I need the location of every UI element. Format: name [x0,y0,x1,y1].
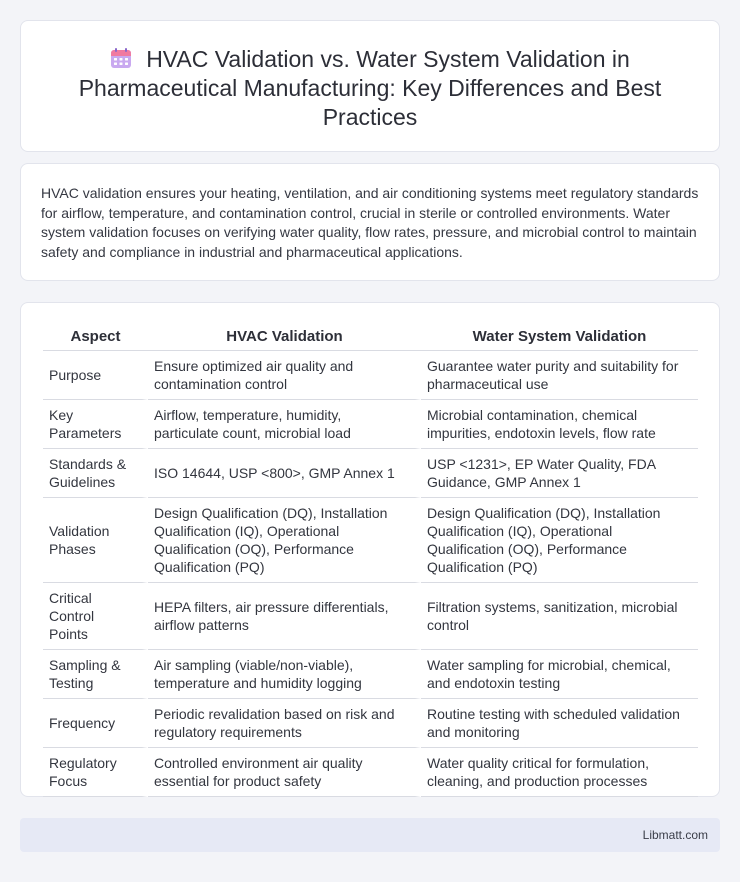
cell-hvac: Airflow, temperature, humidity, particulate count, microbial load [148,400,421,449]
cell-water: Microbial contamination, chemical impurities, endotoxin levels, flow rate [421,400,698,449]
cell-water: Routine testing with scheduled validation and monitoring [421,699,698,748]
cell-water: Design Qualification (DQ), Installation Qualification (IQ), Operational Qualification (OQ), Performance Qualification (PQ) [421,498,698,583]
intro-card [20,163,720,281]
cell-aspect: Critical Control Points [43,583,148,650]
table-row [43,583,698,650]
calendar-icon [110,47,132,69]
header-hvac: HVAC Validation [148,323,421,351]
cell-water: Water sampling for microbial, chemical, and endotoxin testing [421,650,698,699]
header-aspect: Aspect [43,323,148,351]
table-row [43,400,698,449]
cell-hvac: Design Qualification (DQ), Installation Qualification (IQ), Operational Qualification (OQ), Performance Qualification (PQ) [148,498,421,583]
footer-site-link[interactable]: Libmatt.com [642,828,708,842]
cell-aspect: Validation Phases [43,498,148,583]
page-title-text: HVAC Validation vs. Water System Validation in Pharmaceutical Manufacturing: Key Differences and Best Practices [78,46,662,130]
comparison-card [20,302,720,797]
header-water: Water System Validation [421,323,698,351]
comparison-table [43,323,698,797]
cell-water: Guarantee water purity and suitability for pharmaceutical use [421,351,698,400]
cell-hvac: ISO 14644, USP <800>, GMP Annex 1 [148,449,421,498]
table-row [43,449,698,498]
cell-aspect: Sampling & Testing [43,650,148,699]
table-row [43,748,698,797]
cell-aspect: Frequency [43,699,148,748]
cell-aspect: Regulatory Focus [43,748,148,797]
cell-aspect: Key Parameters [43,400,148,449]
intro-paragraph: HVAC validation ensures your heating, ventilation, and air conditioning systems meet regulatory standards for airflow, temperature, and contamination control, crucial in sterile or controlled environments. Water system validation focuses on verifying water quality, flow rates, pressure, and microbial control to maintain safety and compliance in industrial and pharmaceutical applications. [41,185,699,260]
cell-water: Filtration systems, sanitization, microbial control [421,583,698,650]
table-row [43,498,698,583]
cell-water: USP <1231>, EP Water Quality, FDA Guidance, GMP Annex 1 [421,449,698,498]
cell-hvac: Ensure optimized air quality and contamination control [148,351,421,400]
title-card [20,20,720,152]
cell-hvac: Air sampling (viable/non-viable), temperature and humidity logging [148,650,421,699]
cell-hvac: Periodic revalidation based on risk and regulatory requirements [148,699,421,748]
cell-hvac: Controlled environment air quality essential for product safety [148,748,421,797]
table-row [43,650,698,699]
table-row [43,351,698,400]
page-title [51,45,689,132]
cell-aspect: Standards & Guidelines [43,449,148,498]
cell-water: Water quality critical for formulation, cleaning, and production processes [421,748,698,797]
footer [20,818,720,852]
cell-hvac: HEPA filters, air pressure differentials, airflow patterns [148,583,421,650]
table-header-row [43,323,698,351]
table-row [43,699,698,748]
cell-aspect: Purpose [43,351,148,400]
